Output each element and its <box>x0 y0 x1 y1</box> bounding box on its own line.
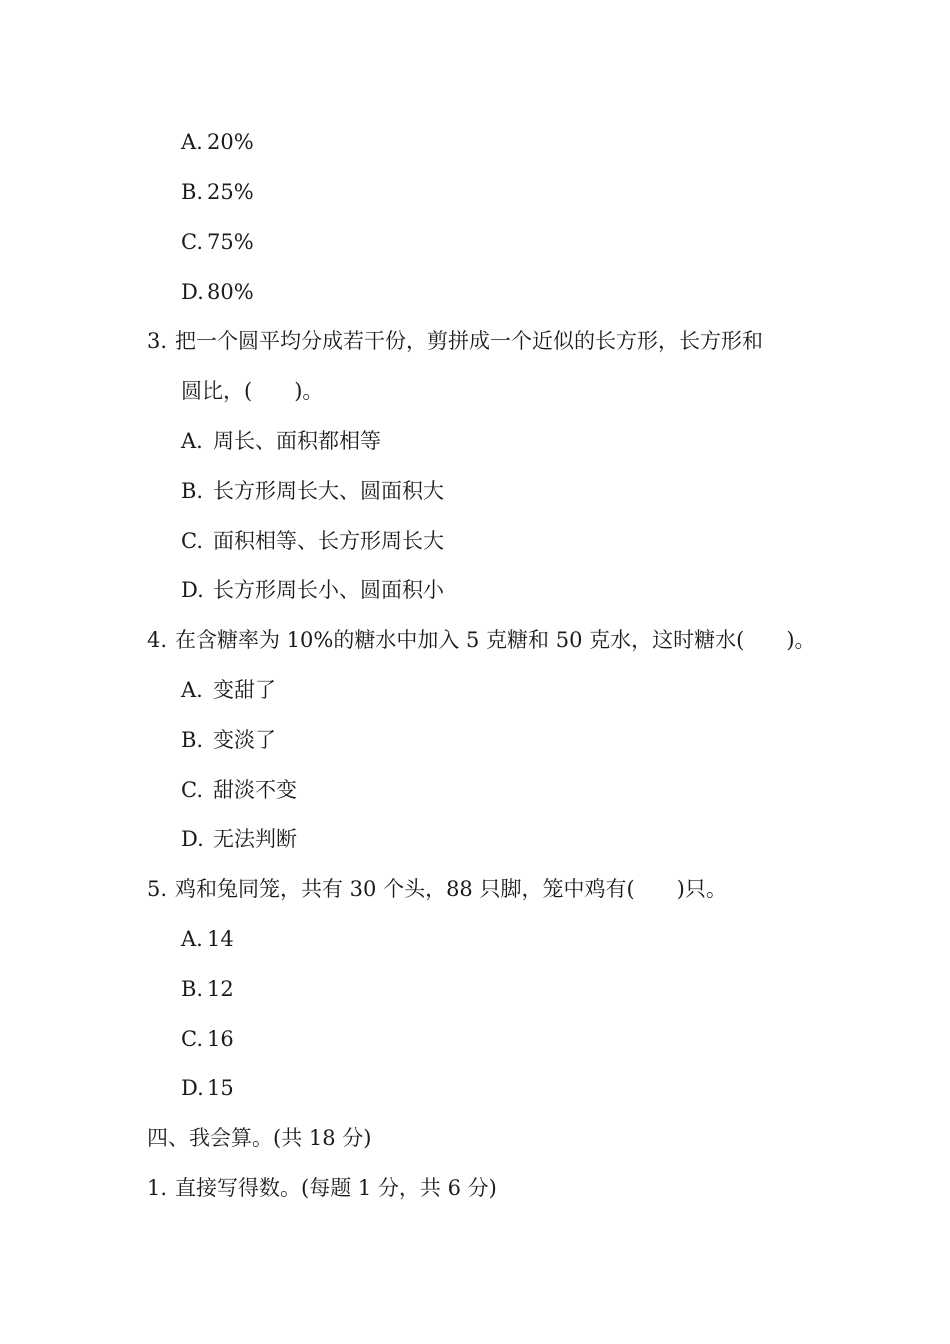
option-text: 甜淡不变 <box>213 778 297 802</box>
option-text: 14 <box>207 927 234 951</box>
section-heading <box>147 1125 371 1151</box>
q5-option-a <box>181 926 234 952</box>
question-number: 1. <box>147 1176 168 1200</box>
option-letter: A. <box>181 927 203 951</box>
q3-option-b <box>181 478 444 504</box>
option-text: 长方形周长大、圆面积大 <box>213 479 444 503</box>
question-text: 在含糖率为 10%的糖水中加入 5 克糖和 50 克水，这时糖水( )。 <box>175 628 816 652</box>
question-number: 3. <box>147 329 168 353</box>
option-text: 16 <box>207 1027 234 1051</box>
q3-option-d <box>181 577 444 603</box>
q2-option-b <box>181 179 254 205</box>
option-letter: A. <box>181 678 203 702</box>
q2-option-a <box>181 129 254 155</box>
q3-stem-continued <box>181 378 323 404</box>
question-text: 把一个圆平均分成若干份，剪拼成一个近似的长方形，长方形和 <box>175 329 763 353</box>
option-letter: D. <box>181 578 204 602</box>
q4-option-c <box>181 777 297 803</box>
q3-option-c <box>181 528 444 554</box>
option-text: 15 <box>207 1076 234 1100</box>
question-text: 鸡和兔同笼，共有 30 个头，88 只脚，笼中鸡有( )只。 <box>175 877 727 901</box>
q3-option-a <box>181 428 381 454</box>
option-letter: C. <box>181 230 203 254</box>
option-text: 无法判断 <box>213 827 297 851</box>
q3-stem <box>147 328 763 354</box>
question-number: 5. <box>147 877 168 901</box>
option-letter: B. <box>181 728 204 752</box>
option-text: 变淡了 <box>213 728 276 752</box>
option-letter: A. <box>181 130 203 154</box>
q4-option-a <box>181 677 276 703</box>
option-letter: B. <box>181 977 204 1001</box>
option-letter: B. <box>181 180 204 204</box>
q2-option-c <box>181 229 254 255</box>
option-text: 20% <box>207 130 254 154</box>
section-title: 四、我会算。(共 18 分) <box>147 1126 372 1150</box>
option-letter: B. <box>181 479 204 503</box>
option-letter: C. <box>181 778 203 802</box>
option-letter: A. <box>181 429 203 453</box>
q4-option-b <box>181 727 276 753</box>
option-letter: C. <box>181 529 203 553</box>
question-text: 圆比，( )。 <box>181 379 324 403</box>
option-letter: C. <box>181 1027 203 1051</box>
option-letter: D. <box>181 280 204 304</box>
option-text: 80% <box>207 280 254 304</box>
option-letter: D. <box>181 827 204 851</box>
q5-option-b <box>181 976 234 1002</box>
option-text: 变甜了 <box>213 678 276 702</box>
q5-option-d <box>181 1075 234 1101</box>
option-text: 面积相等、长方形周长大 <box>213 529 444 553</box>
option-text: 周长、面积都相等 <box>213 429 381 453</box>
option-text: 25% <box>207 180 254 204</box>
q5-stem <box>147 876 727 902</box>
question-text: 直接写得数。(每题 1 分，共 6 分) <box>175 1176 497 1200</box>
q4-option-d <box>181 826 297 852</box>
question-number: 4. <box>147 628 168 652</box>
q2-option-d <box>181 279 254 305</box>
q5-option-c <box>181 1026 234 1052</box>
q4-stem <box>147 627 816 653</box>
option-text: 75% <box>207 230 254 254</box>
s4-q1-stem <box>147 1175 497 1201</box>
option-letter: D. <box>181 1076 204 1100</box>
option-text: 12 <box>207 977 234 1001</box>
option-text: 长方形周长小、圆面积小 <box>213 578 444 602</box>
